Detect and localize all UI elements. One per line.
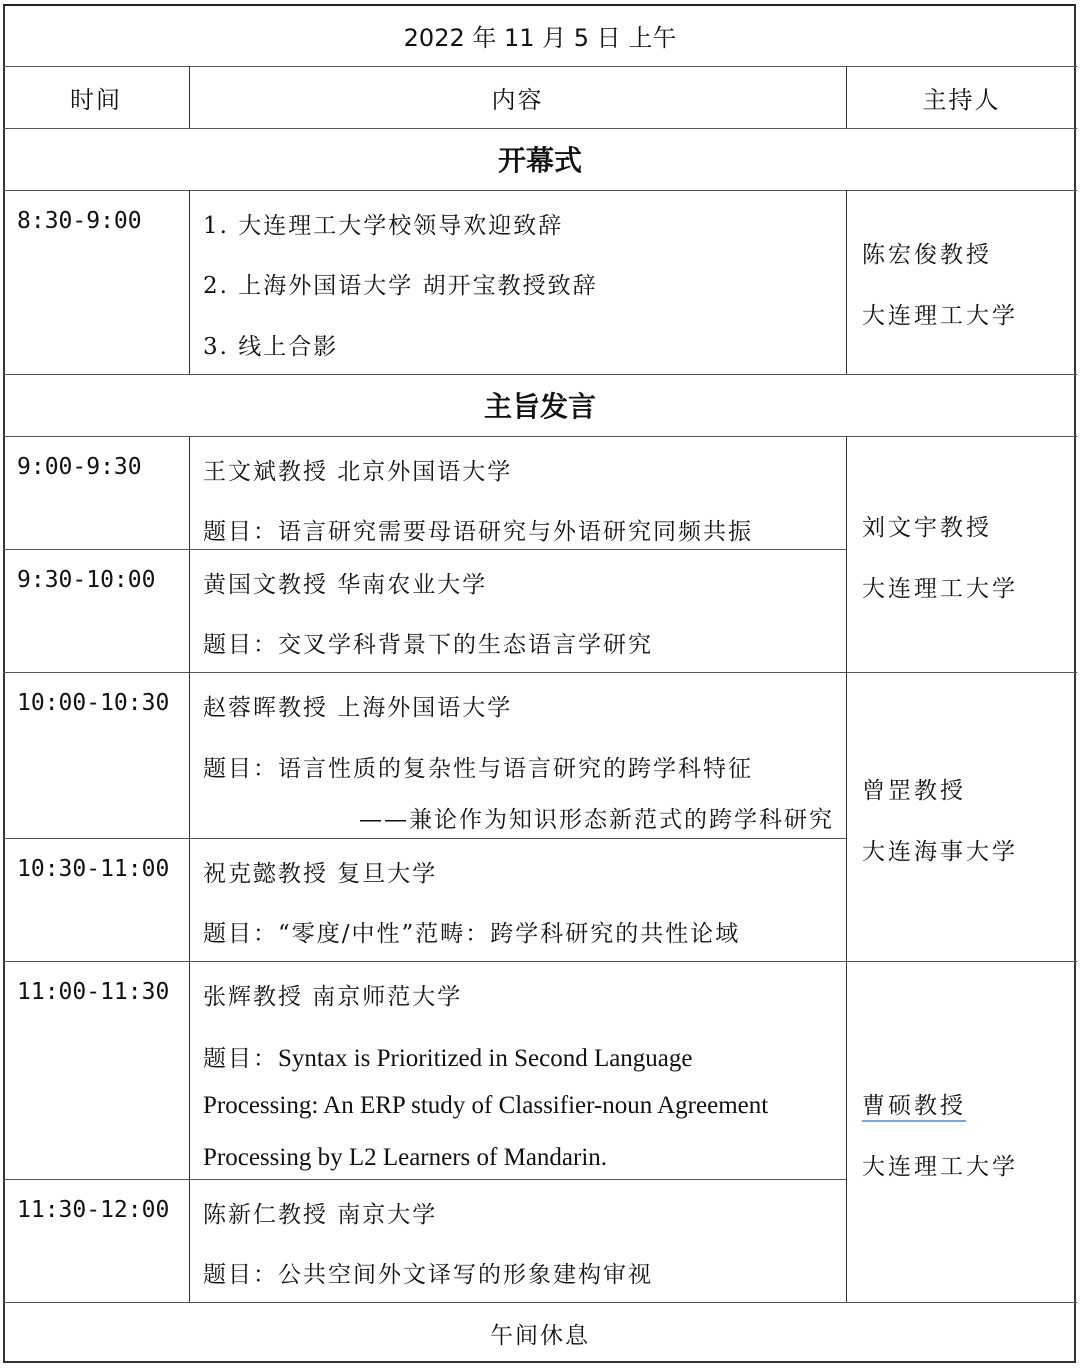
host-name: 陈宏俊教授: [862, 242, 992, 268]
talk-speaker: 王文斌教授 北京外国语大学: [203, 459, 513, 485]
opening-content: [189, 190, 846, 374]
talk-content: [189, 838, 846, 961]
topic-prefix: 题目：: [203, 1046, 278, 1072]
header-content: 内容: [491, 85, 544, 114]
talk-speaker: 赵蓉晖教授 上海外国语大学: [203, 695, 513, 721]
agenda-item: 2. 上海外国语大学 胡开宝教授致辞: [203, 273, 598, 299]
section-opening: 开幕式: [497, 144, 582, 177]
talk-content: [189, 1179, 846, 1302]
time-slot: 11:30-12:00: [17, 1197, 170, 1223]
talk-topic: 题目：交叉学科背景下的生态语言学研究: [203, 632, 653, 658]
talk-content: [189, 672, 846, 838]
topic-text: Processing: An ERP study of Classifier-noun Agreement: [203, 1092, 769, 1119]
host-org: 大连理工大学: [862, 576, 1018, 602]
host-name-text: 曹硕教授: [862, 1093, 966, 1122]
keynote-host: [846, 961, 1077, 1302]
talk-content: [189, 549, 846, 672]
time-slot: 10:30-11:00: [17, 856, 170, 882]
time-slot: 8:30-9:00: [17, 208, 142, 234]
topic-text: Processing by L2 Learners of Mandarin.: [203, 1144, 608, 1171]
time-slot: 9:30-10:00: [17, 567, 156, 593]
agenda-item: 1. 大连理工大学校领导欢迎致辞: [203, 213, 564, 239]
host-name: 曾罡教授: [862, 778, 966, 804]
talk-subtitle: ——兼论作为知识形态新范式的跨学科研究: [359, 807, 834, 833]
agenda-item: 3. 线上合影: [203, 334, 339, 360]
time-slot: 11:00-11:30: [17, 979, 170, 1005]
date-title: 2022 年 11 月 5 日 上午: [403, 23, 677, 52]
talk-topic: 题目：“零度/中性”范畴：跨学科研究的共性论域: [203, 921, 741, 947]
keynote-host: [846, 436, 1077, 672]
talk-speaker: 张辉教授 南京师范大学: [203, 984, 463, 1010]
header-time: 时间: [70, 85, 122, 114]
host-org: 大连海事大学: [862, 839, 1018, 865]
host-org: 大连理工大学: [862, 1154, 1018, 1180]
talk-topic: 题目：语言性质的复杂性与语言研究的跨学科特征: [203, 756, 753, 782]
host-org: 大连理工大学: [862, 303, 1018, 329]
talk-content: [189, 436, 846, 549]
talk-speaker: 祝克懿教授 复旦大学: [203, 861, 438, 887]
talk-content: [189, 961, 846, 1179]
topic-text: Syntax is Prioritized in Second Language: [278, 1045, 693, 1072]
opening-host: [846, 190, 1077, 374]
talk-topic: 题目：公共空间外文译写的形象建构审视: [203, 1262, 653, 1288]
lunch-break: 午间休息: [490, 1322, 590, 1349]
talk-topic: [203, 1040, 693, 1073]
host-name: [862, 1087, 966, 1120]
talk-speaker: 黄国文教授 华南农业大学: [203, 572, 488, 598]
host-name: 刘文宇教授: [862, 515, 992, 541]
time-slot: 9:00-9:30: [17, 454, 142, 480]
header-host: 主持人: [922, 85, 1001, 114]
section-keynote: 主旨发言: [483, 390, 596, 423]
keynote-host: [846, 672, 1077, 961]
talk-topic: 题目：语言研究需要母语研究与外语研究同频共振: [203, 519, 753, 545]
time-slot: 10:00-10:30: [17, 690, 170, 716]
talk-speaker: 陈新仁教授 南京大学: [203, 1202, 438, 1228]
